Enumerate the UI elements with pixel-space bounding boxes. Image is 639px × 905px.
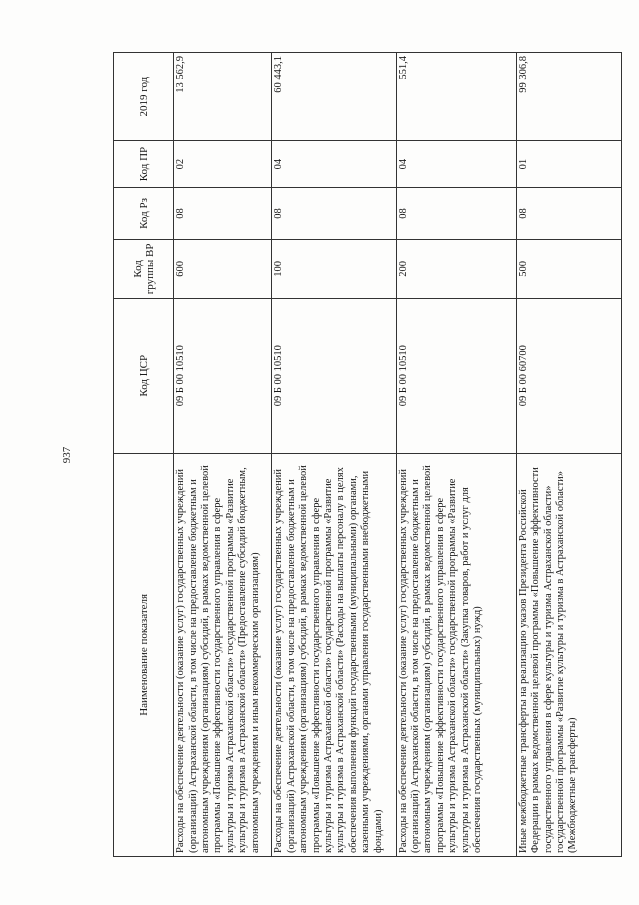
header-year: 2019 год — [114, 53, 174, 141]
row-csr: 09 Б 00 10510 — [174, 298, 272, 453]
row-pr: 04 — [396, 141, 516, 188]
row-name: Иные межбюджетные трансферты на реализацию указов Президента Российской Федерации в рамках ведомственной целевой программы «Повышение эффективности государственного управления в сфере культуры и туризма Астраханской области» государственной программы «Развитие культуры и туризма в Астраханской области» (Межбюджетные трансферты) — [516, 453, 621, 856]
row-amount: 551,4 — [396, 53, 516, 141]
rotated-table-container — [113, 52, 622, 857]
table-row — [174, 53, 272, 857]
row-rz: 08 — [396, 187, 516, 239]
row-rz: 08 — [174, 187, 272, 239]
row-pr: 04 — [272, 141, 396, 188]
page-number: 937 — [61, 446, 73, 464]
row-csr: 09 Б 00 10510 — [396, 298, 516, 453]
row-pr: 02 — [174, 141, 272, 188]
header-csr: Код ЦСР — [114, 298, 174, 453]
row-name: Расходы на обеспечение деятельности (оказание услуг) государственных учреждений (организаций) Астраханской области, в том числе на предоставление бюджетным и автономным учреждениям (организациям) субсидий, в рамках ведомственной целевой программы «Повышение эффективности государственного управления в сфере культуры и туризма Астраханской области» государственной программы «Развитие культуры и туризма в Астраханской области» (Закупка товаров, работ и услуг для обеспечения государственных (муниципальных) нужд) — [396, 453, 516, 856]
row-amount: 99 306,8 — [516, 53, 621, 141]
header-name: Наименование показателя — [114, 453, 174, 856]
header-vr: Код группы ВР — [114, 240, 174, 299]
row-pr: 01 — [516, 141, 621, 188]
row-vr: 100 — [272, 240, 396, 299]
header-rz: Код Рз — [114, 187, 174, 239]
row-rz: 08 — [272, 187, 396, 239]
row-name: Расходы на обеспечение деятельности (оказание услуг) государственных учреждений (организаций) Астраханской области, в том числе на предоставление бюджетным и автономным учреждениям (организациям) субсидий, в рамках ведомственной целевой программы «Повышение эффективности государственного управления в сфере культуры и туризма Астраханской области» государственной программы «Развитие культуры и туризма в Астраханской области» (Расходы на выплаты персоналу в целях обеспечения выполнения функций государственными (муниципальными) органами, казенными учреждениями, органами управления государственными внебюджетными фондами) — [272, 453, 396, 856]
row-amount: 13 562,9 — [174, 53, 272, 141]
row-csr: 09 Б 00 60700 — [516, 298, 621, 453]
row-csr: 09 Б 00 10510 — [272, 298, 396, 453]
row-name: Расходы на обеспечение деятельности (оказание услуг) государственных учреждений (организаций) Астраханской области, в том числе на предоставление бюджетным и автономным учреждениям (организациям) субсидий, в рамках ведомственной целевой программы «Повышение эффективности государственного управления в сфере культуры и туризма Астраханской области» государственной программы «Развитие культуры и туризма в Астраханской области» (Предоставление субсидий бюджетным, автономным учреждениям и иным некоммерческим организациям) — [174, 453, 272, 856]
table-row — [516, 53, 621, 857]
row-amount: 60 443,1 — [272, 53, 396, 141]
table-header-row — [114, 53, 174, 857]
row-vr: 500 — [516, 240, 621, 299]
table-row — [272, 53, 396, 857]
row-vr: 200 — [396, 240, 516, 299]
row-vr: 600 — [174, 240, 272, 299]
table-row — [396, 53, 516, 857]
header-pr: Код ПР — [114, 141, 174, 188]
row-rz: 08 — [516, 187, 621, 239]
budget-table — [113, 52, 622, 857]
